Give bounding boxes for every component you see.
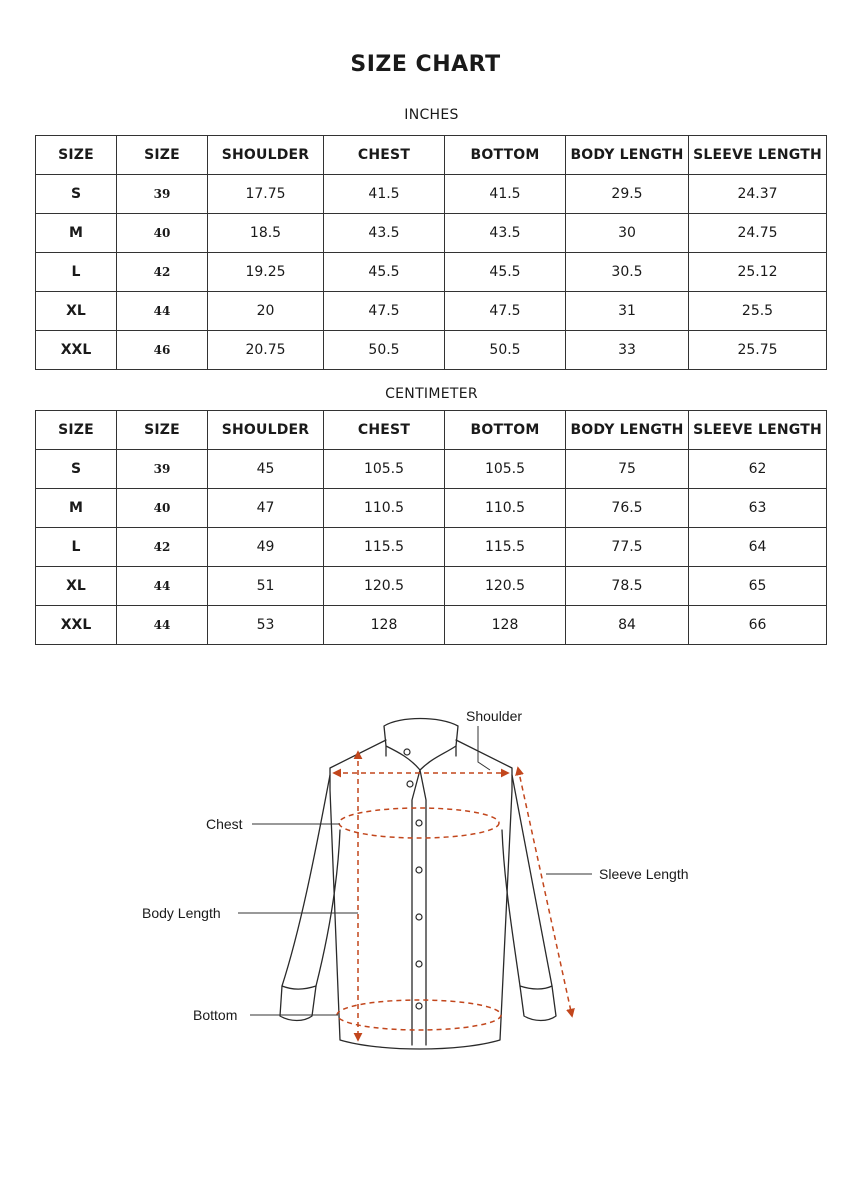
sleeve-length-cell: 24.75 [689,214,827,253]
size-label-cell: XXL [36,606,117,645]
bottom-cell: 115.5 [445,528,566,567]
body-length-cell: 30.5 [566,253,689,292]
shoulder-cell: 45 [208,450,324,489]
shirt-collar [384,719,458,771]
button-icon [404,749,410,755]
table-row [36,489,827,528]
header-cell: SHOULDER [208,136,324,175]
table-row [36,331,827,370]
bottom-cell: 110.5 [445,489,566,528]
size-label-cell: XL [36,567,117,606]
bottom-cell: 41.5 [445,175,566,214]
chest-cell: 105.5 [324,450,445,489]
table-row [36,175,827,214]
table-row [36,214,827,253]
table-row [36,567,827,606]
inches-section-label: INCHES [404,107,459,123]
header-cell: SIZE [36,411,117,450]
header-cell: BOTTOM [445,136,566,175]
shoulder-cell: 53 [208,606,324,645]
body-length-cell: 75 [566,450,689,489]
sleeve-length-cell: 25.12 [689,253,827,292]
size-label-cell: L [36,528,117,567]
chest-label: Chest [206,816,243,832]
sleeve-length-measure-line [518,768,572,1016]
body-length-cell: 31 [566,292,689,331]
header-cell: CHEST [324,411,445,450]
size-number-cell: 42 [117,253,208,292]
size-label-cell: S [36,450,117,489]
shoulder-label: Shoulder [466,708,523,724]
sleeve-length-cell: 62 [689,450,827,489]
sleeve-length-cell: 66 [689,606,827,645]
shoulder-leader-line [478,726,490,770]
size-label-cell: XL [36,292,117,331]
shirt-measurement-diagram [0,690,851,1070]
size-label-cell: M [36,214,117,253]
button-icon [416,961,422,967]
right-sleeve [502,775,556,1021]
table-row [36,606,827,645]
chest-cell: 41.5 [324,175,445,214]
bottom-cell: 47.5 [445,292,566,331]
button-icon [416,820,422,826]
chest-cell: 120.5 [324,567,445,606]
table-header-row [36,136,827,175]
header-cell: BODY LENGTH [566,136,689,175]
bottom-cell: 43.5 [445,214,566,253]
button-icon [416,867,422,873]
body-length-cell: 84 [566,606,689,645]
bottom-cell: 50.5 [445,331,566,370]
header-cell: SIZE [117,411,208,450]
shoulder-cell: 51 [208,567,324,606]
size-number-cell: 39 [117,450,208,489]
body-length-cell: 76.5 [566,489,689,528]
button-icon [416,1003,422,1009]
bottom-cell: 120.5 [445,567,566,606]
sleeve-length-cell: 24.37 [689,175,827,214]
shoulder-cell: 49 [208,528,324,567]
size-label-cell: L [36,253,117,292]
bottom-cell: 128 [445,606,566,645]
shoulder-cell: 47 [208,489,324,528]
body-length-label: Body Length [142,905,221,921]
table-row [36,450,827,489]
table-row [36,292,827,331]
table-header-row [36,411,827,450]
size-label-cell: S [36,175,117,214]
size-number-cell: 39 [117,175,208,214]
inches-table [35,135,827,370]
header-cell: BODY LENGTH [566,411,689,450]
size-number-cell: 44 [117,606,208,645]
table-row [36,253,827,292]
button-icon [407,781,413,787]
body-length-cell: 30 [566,214,689,253]
bottom-cell: 105.5 [445,450,566,489]
sleeve-length-cell: 64 [689,528,827,567]
chest-cell: 128 [324,606,445,645]
size-number-cell: 46 [117,331,208,370]
size-number-cell: 40 [117,489,208,528]
header-cell: SLEEVE LENGTH [689,411,827,450]
header-cell: SIZE [117,136,208,175]
chest-cell: 43.5 [324,214,445,253]
bottom-cell: 45.5 [445,253,566,292]
chest-cell: 110.5 [324,489,445,528]
centimeter-section-label: CENTIMETER [385,386,478,402]
centimeter-table [35,410,827,645]
shoulder-cell: 20.75 [208,331,324,370]
shoulder-cell: 17.75 [208,175,324,214]
size-label-cell: XXL [36,331,117,370]
sleeve-length-cell: 25.75 [689,331,827,370]
button-icon [416,914,422,920]
page-title: SIZE CHART [350,52,501,77]
right-cuff-line [520,986,552,989]
shoulder-cell: 19.25 [208,253,324,292]
size-number-cell: 44 [117,567,208,606]
shoulder-cell: 18.5 [208,214,324,253]
sleeve-length-cell: 25.5 [689,292,827,331]
header-cell: SLEEVE LENGTH [689,136,827,175]
body-length-cell: 33 [566,331,689,370]
body-length-cell: 29.5 [566,175,689,214]
body-length-cell: 77.5 [566,528,689,567]
size-number-cell: 44 [117,292,208,331]
shoulder-cell: 20 [208,292,324,331]
header-cell: CHEST [324,136,445,175]
left-cuff-line [282,986,316,989]
size-label-cell: M [36,489,117,528]
sleeve-length-label: Sleeve Length [599,866,689,882]
bottom-label: Bottom [193,1007,238,1023]
header-cell: SHOULDER [208,411,324,450]
size-number-cell: 42 [117,528,208,567]
chest-cell: 45.5 [324,253,445,292]
shirt-body [330,740,512,1049]
sleeve-length-cell: 63 [689,489,827,528]
chest-cell: 50.5 [324,331,445,370]
chest-cell: 115.5 [324,528,445,567]
table-row [36,528,827,567]
body-length-cell: 78.5 [566,567,689,606]
chest-cell: 47.5 [324,292,445,331]
header-cell: BOTTOM [445,411,566,450]
sleeve-length-cell: 65 [689,567,827,606]
header-cell: SIZE [36,136,117,175]
shirt-buttons [404,749,422,1009]
size-number-cell: 40 [117,214,208,253]
